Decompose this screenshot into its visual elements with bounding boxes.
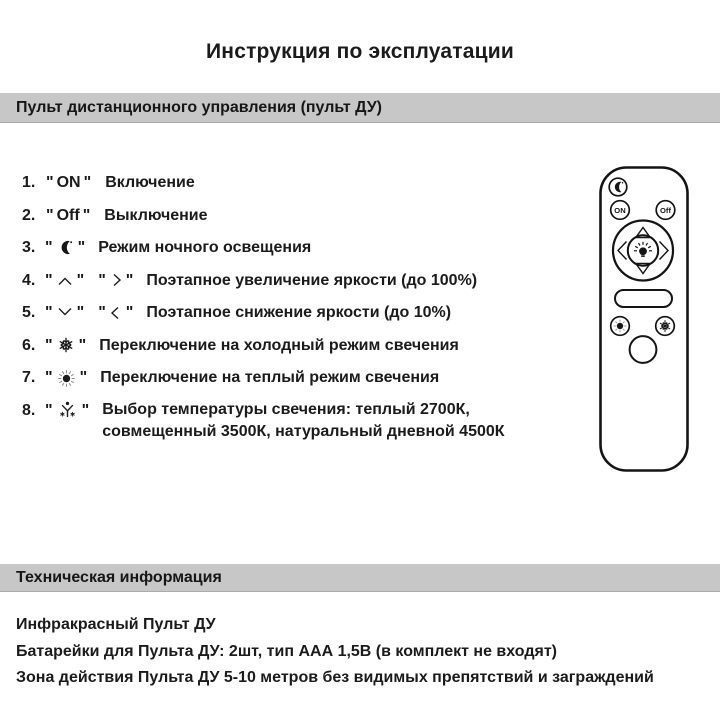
instruction-text: Выбор температуры свечения: теплый 2700К, совмещенный 3500К, натуральный дневной 4500К (102, 400, 505, 440)
instruction-number: 2. (22, 206, 36, 224)
instruction-number: 4. (22, 271, 36, 289)
quoted-icon: " " (45, 271, 85, 289)
instruction-number: 8. (22, 401, 36, 419)
instruction-text: Переключение на теплый режим свечения (100, 369, 440, 386)
instruction-number: 1. (22, 174, 36, 191)
remote-illustration (599, 166, 689, 472)
quoted-icon: " " (45, 401, 90, 419)
tech-info-line: Инфракрасный Пульт ДУ (16, 616, 216, 633)
instruction-text: Выключение (104, 206, 208, 224)
instruction-item-3 (22, 236, 582, 260)
instruction-item-2 (22, 204, 582, 228)
chevron-down-icon (57, 304, 73, 321)
button-label-text: " Off " (46, 206, 91, 224)
instruction-item-8 (22, 399, 582, 443)
instructions-list (22, 171, 582, 443)
instruction-item-7 (22, 366, 582, 390)
page-title: Инструкция по эксплуатации (206, 40, 514, 63)
section-heading-remote-label: Пульт дистанционного управления (пульт ДУ) (16, 98, 382, 116)
instruction-number: 3. (22, 239, 36, 256)
instruction-item-1 (22, 171, 582, 195)
button-label-text: " ON " (46, 174, 92, 191)
svg-text:Off: Off (660, 205, 671, 215)
section-heading-tech-label: Техническая информация (16, 568, 222, 586)
tech-info (16, 612, 654, 692)
temp-select-icon (57, 402, 78, 419)
moon-icon (57, 239, 74, 256)
instruction-text: Включение (105, 174, 195, 191)
svg-text:ON: ON (614, 205, 626, 215)
quoted-icon: " " (45, 304, 85, 321)
instruction-text: Поэтапное увеличение яркости (до 100%) (146, 271, 478, 289)
quoted-icon: " " (45, 239, 86, 256)
quoted-icon: " " (98, 304, 134, 321)
chevron-right-icon (110, 272, 122, 289)
snowflake-icon (57, 337, 75, 354)
quoted-icon: " " (45, 336, 87, 354)
instruction-text: Режим ночного освещения (98, 239, 312, 256)
tech-info-line: Батарейки для Пульта ДУ: 2шт, тип ААА 1,5В (в комплект не входят) (16, 642, 557, 660)
section-heading-remote (0, 93, 720, 123)
instruction-number: 6. (22, 336, 36, 354)
tech-info-line: Зона действия Пульта ДУ 5-10 метров без видимых препятствий и заграждений (16, 669, 654, 686)
section-heading-tech (0, 564, 720, 592)
instruction-number: 5. (22, 304, 36, 321)
instruction-number: 7. (22, 369, 36, 386)
instruction-text: Переключение на холодный режим свечения (99, 336, 459, 354)
instruction-item-4 (22, 269, 582, 293)
quoted-icon: " " (98, 271, 134, 289)
instruction-item-5 (22, 301, 582, 325)
sun-icon (57, 369, 76, 386)
chevron-up-icon (57, 272, 73, 289)
instruction-item-6 (22, 334, 582, 358)
chevron-left-icon (110, 304, 122, 321)
quoted-icon: " " (45, 369, 88, 387)
instruction-text: Поэтапное снижение яркости (до 10%) (146, 304, 452, 321)
